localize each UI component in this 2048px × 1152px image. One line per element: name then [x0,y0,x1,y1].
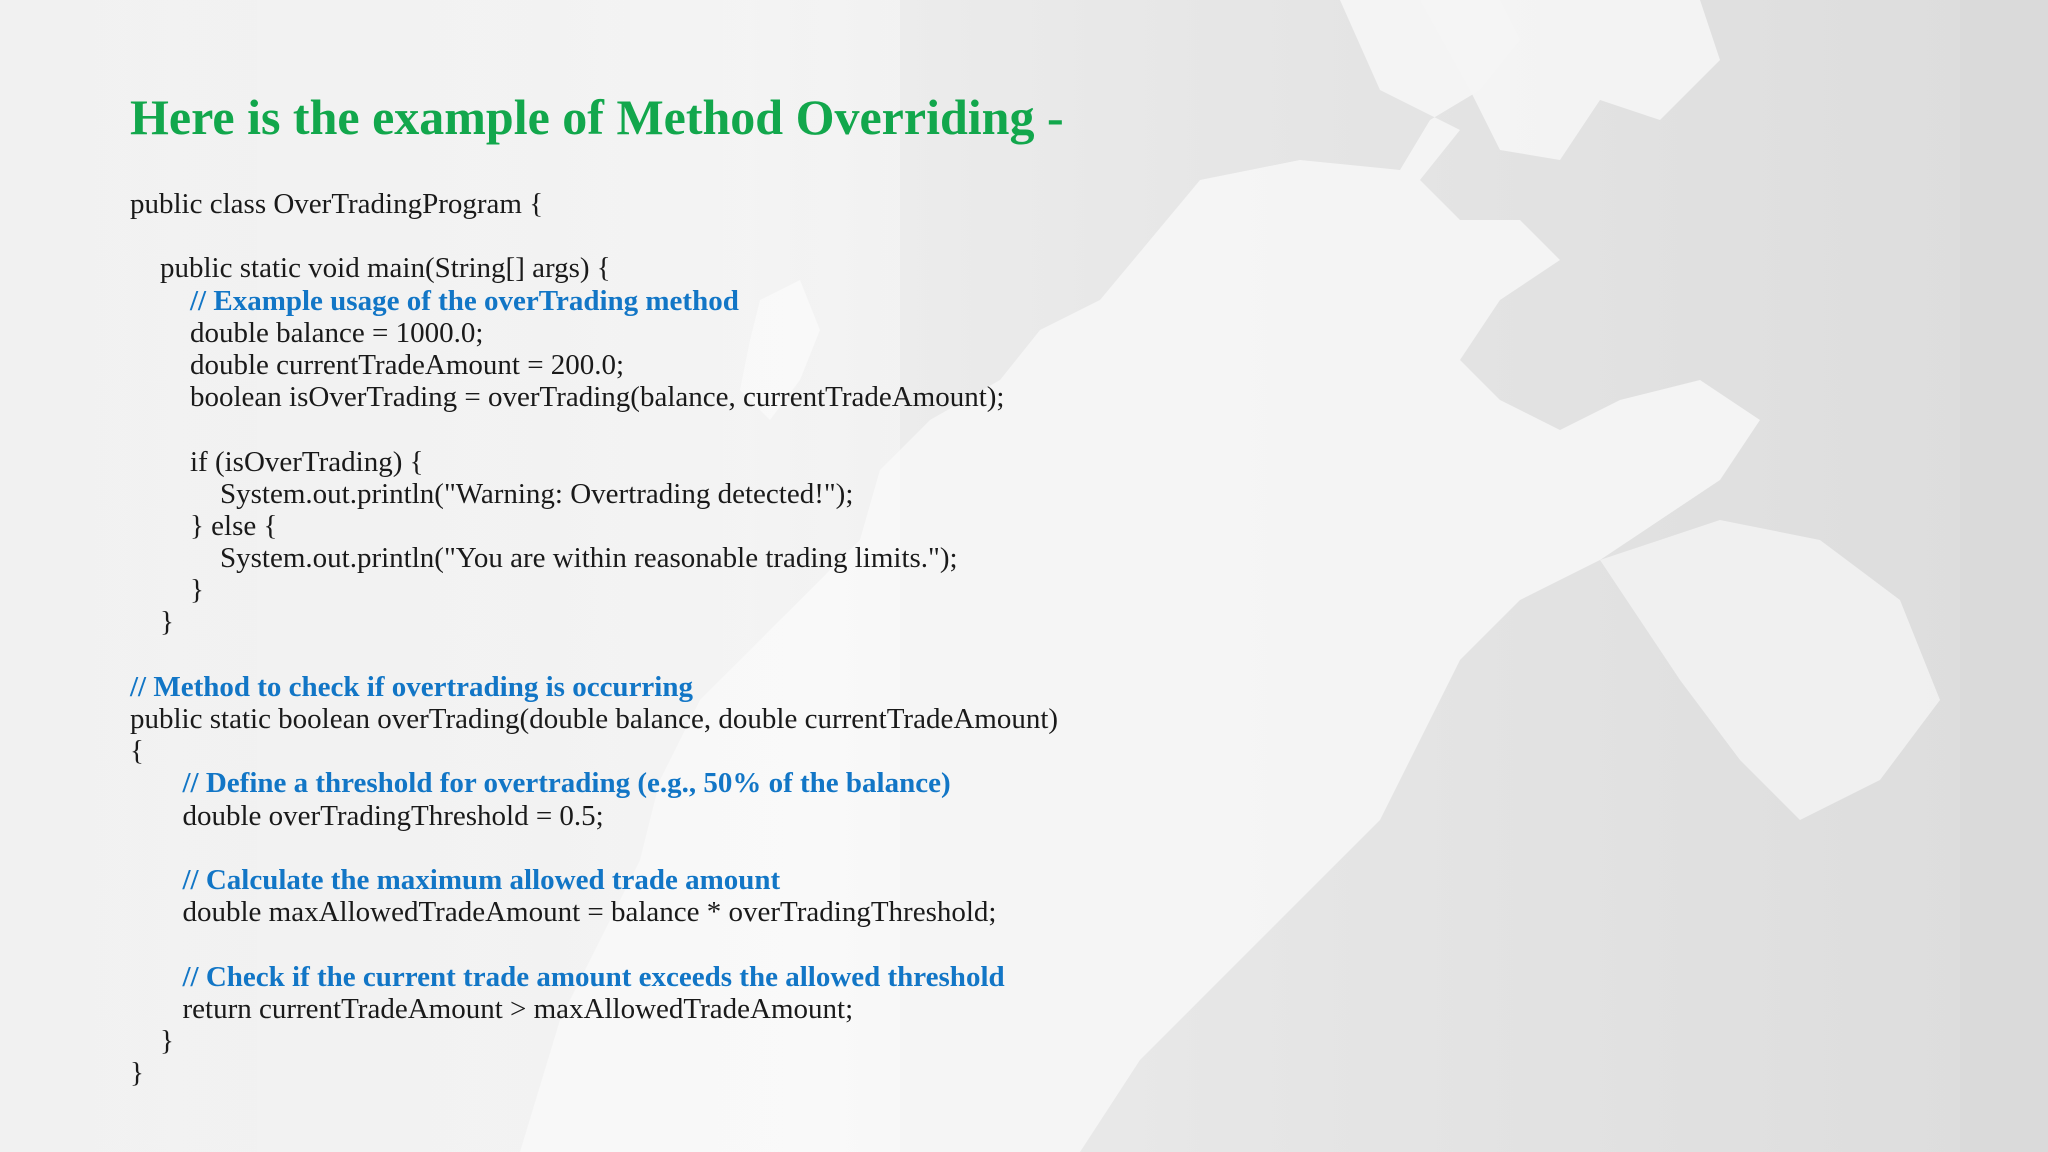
code-comment-line: // Example usage of the overTrading method [190,284,739,317]
code-line: double currentTradeAmount = 200.0; [190,348,625,381]
code-comment-line: // Check if the current trade amount exceeds the allowed threshold [182,960,1005,993]
code-line: public class OverTradingProgram { [130,188,544,220]
landmass-middle-east [1600,520,1940,820]
code-line: } [190,574,204,607]
code-line: return currentTradeAmount > maxAllowedTradeAmount; [182,992,854,1025]
code-comment-line: // Define a threshold for overtrading (e.g., 50% of the balance) [182,767,951,800]
code-line: boolean isOverTrading = overTrading(balance, currentTradeAmount); [190,381,1005,414]
slide-title: Here is the example of Method Overriding - [130,89,1064,145]
code-line: } [160,606,174,639]
blank-line [130,928,1058,960]
landmass-scandinavia [1420,0,1720,160]
code-comment-line: // Method to check if overtrading is occurring [130,670,693,703]
code-line: { [130,735,144,768]
blank-line [130,413,1058,445]
code-line: } else { [190,509,278,542]
code-line: public static void main(String[] args) { [160,252,611,285]
code-line: } [160,1024,174,1057]
code-line: double maxAllowedTradeAmount = balance * overTradingThreshold; [182,896,997,929]
blank-line [130,639,1058,671]
code-block [130,188,1058,1089]
code-line: if (isOverTrading) { [190,445,424,478]
blank-line [130,220,1058,252]
code-line: public static boolean overTrading(double balance, double currentTradeAmount) [130,703,1059,735]
code-line: double overTradingThreshold = 0.5; [182,799,604,832]
code-line: } [130,1057,144,1090]
code-comment-line: // Calculate the maximum allowed trade amount [182,863,781,896]
blank-line [130,832,1058,864]
code-line: System.out.println("Warning: Overtrading detected!"); [220,477,854,510]
code-line: System.out.println("You are within reasonable trading limits."); [220,542,958,575]
code-line: double balance = 1000.0; [190,316,484,349]
